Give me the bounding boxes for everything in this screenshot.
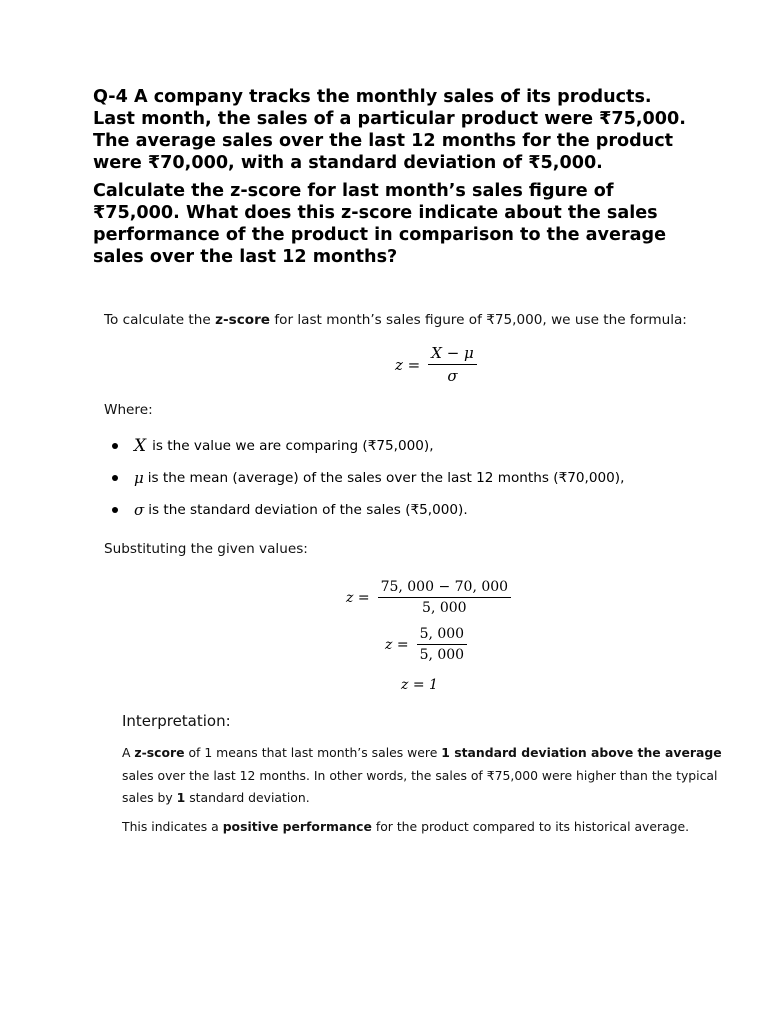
- text-bold: 1: [176, 790, 186, 805]
- step2-denominator: 5, 000: [419, 647, 465, 663]
- list-item: [112, 430, 624, 462]
- formula-fraction: [428, 344, 477, 385]
- bullet-icon: [112, 475, 118, 481]
- text-span: A: [122, 745, 135, 760]
- bullet-text: is the mean (average) of the sales over the last 12 months (₹70,000),: [147, 470, 625, 486]
- step2-fraction: [417, 626, 468, 663]
- step2-lhs: z =: [385, 636, 409, 653]
- intro-line: [104, 312, 724, 328]
- text-bold: z-score: [134, 745, 185, 760]
- where-label: Where:: [104, 402, 153, 418]
- formula-numerator: X − μ: [428, 344, 477, 365]
- interpretation-section: [122, 712, 732, 838]
- question-paragraph-1: Q-4 A company tracks the monthly sales of its products. Last month, the sales of a particular product were ₹75,000. The average sales over the last 12 months for the product were ₹70,000, with a standard deviation of ₹5,000.: [93, 87, 686, 173]
- intro-text-bold: z-score: [215, 312, 271, 328]
- question-paragraph-2: Calculate the z-score for last month’s sales figure of ₹75,000. What does this z-score indicate about the sales performance of the product in comparison to the average sales over the last 12 months?: [93, 181, 667, 267]
- formula-lhs: z =: [395, 355, 421, 374]
- substituting-label: Substituting the given values:: [104, 541, 308, 557]
- bullet-icon: [112, 507, 118, 513]
- step3-result: z = 1: [401, 677, 438, 693]
- answer-intro: [104, 312, 724, 328]
- step2-equation: [385, 626, 467, 663]
- where-block: [104, 402, 724, 418]
- text-span: of 1 means that last month’s sales were: [184, 745, 442, 760]
- question-block: [93, 86, 693, 274]
- intro-text-post: for last month’s sales figure of ₹75,000, we use the formula:: [270, 312, 687, 328]
- text-bold: positive performance: [222, 818, 372, 834]
- symbol-x: X: [134, 436, 147, 456]
- text-span: for the product compared to its historical average.: [371, 818, 690, 834]
- step1-equation: [346, 579, 511, 616]
- variable-list: [112, 430, 624, 526]
- step1-lhs: z =: [346, 589, 370, 606]
- list-item: [112, 462, 624, 494]
- interpretation-heading: Interpretation:: [122, 712, 231, 730]
- interpretation-paragraph-1: [122, 742, 732, 810]
- bullet-text: is the standard deviation of the sales (₹5,000).: [148, 502, 468, 518]
- intro-text-pre: To calculate the: [104, 312, 216, 328]
- symbol-sigma: σ: [134, 501, 145, 519]
- bullet-text: is the value we are comparing (₹75,000),: [152, 438, 434, 454]
- interpretation-paragraph-2: [122, 816, 732, 839]
- formula-equation: [395, 344, 477, 385]
- symbol-mu: μ: [134, 469, 144, 487]
- step3-equation: [401, 677, 438, 693]
- formula-denominator: σ: [447, 367, 458, 385]
- step1-fraction: [378, 579, 512, 616]
- list-item: [112, 494, 624, 526]
- step1-denominator: 5, 000: [422, 600, 467, 616]
- step1-numerator: 75, 000 − 70, 000: [378, 579, 512, 598]
- text-span: standard deviation.: [185, 790, 310, 805]
- bullet-icon: [112, 443, 118, 449]
- text-span: sales over the last 12 months. In other words, the sales of ₹75,000 were higher than the typical sales by: [122, 767, 718, 805]
- substituting-block: [104, 541, 724, 557]
- text-span: This indicates a: [122, 818, 223, 834]
- step2-numerator: 5, 000: [417, 626, 468, 645]
- text-bold: 1 standard deviation above the average: [441, 745, 722, 760]
